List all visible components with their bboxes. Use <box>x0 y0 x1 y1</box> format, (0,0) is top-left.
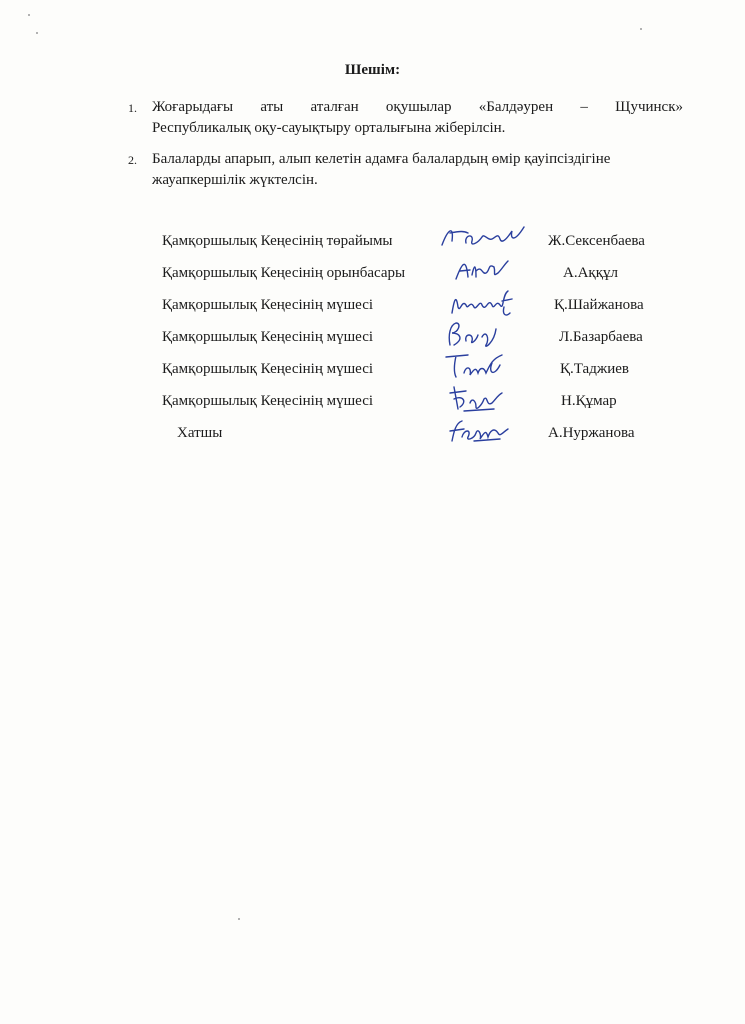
signatory-row <box>0 329 745 351</box>
signatory-name: Л.Базарбаева <box>559 329 643 345</box>
signatory-role: Қамқоршылық Кеңесінің мүшесі <box>162 329 374 345</box>
scan-speck <box>36 32 38 34</box>
signatory-row <box>0 393 745 415</box>
item-text-line: жауапкершілік жүктелсін. <box>152 172 318 188</box>
signatory-row <box>0 297 745 319</box>
scan-speck <box>640 28 642 30</box>
item-text-line: Республикалық оқу-сауықтыру орталығына жіберілсін. <box>152 120 506 136</box>
item-text-line: Жоғарыдағы аты аталған оқушылар «Балдәурен – Щучинск» <box>152 99 683 115</box>
signature-image <box>446 379 506 415</box>
signature-image <box>444 315 504 351</box>
signatory-role: Қамқоршылық Кеңесінің орынбасары <box>162 265 406 281</box>
signature-image <box>452 251 512 285</box>
signatory-name: Қ.Шайжанова <box>554 297 644 313</box>
signatory-name: Н.Құмар <box>561 393 617 409</box>
signatory-role: Қамқоршылық Кеңесінің мүшесі <box>162 297 374 313</box>
signatory-role: Қамқоршылық Кеңесінің мүшесі <box>162 393 374 409</box>
decision-title: Шешім: <box>344 62 401 78</box>
signatory-row <box>0 233 745 255</box>
signatory-row <box>0 425 745 447</box>
scan-speck <box>28 14 30 16</box>
signatory-role: Қамқоршылық Кеңесінің мүшесі <box>162 361 374 377</box>
signature-image <box>442 347 512 383</box>
signatory-row <box>0 361 745 383</box>
signatory-name: Ж.Сексенбаева <box>548 233 645 249</box>
item-text-line: Балаларды апарып, алып келетін адамға балалардың өмір қауіпсіздігіне <box>152 151 611 167</box>
signatory-name: А.Нуржанова <box>548 425 635 441</box>
item-number: 1. <box>128 101 137 115</box>
signature-image <box>446 283 518 319</box>
signature-image <box>444 411 514 447</box>
signature-image <box>438 219 528 253</box>
item-number: 2. <box>128 153 137 167</box>
signatory-role: Хатшы <box>177 425 223 441</box>
signatory-name: А.Аққұл <box>563 265 618 281</box>
signatory-role: Қамқоршылық Кеңесінің төрайымы <box>162 233 393 249</box>
scan-speck <box>238 918 240 920</box>
signatory-name: Қ.Таджиев <box>560 361 629 377</box>
signatory-row <box>0 265 745 287</box>
